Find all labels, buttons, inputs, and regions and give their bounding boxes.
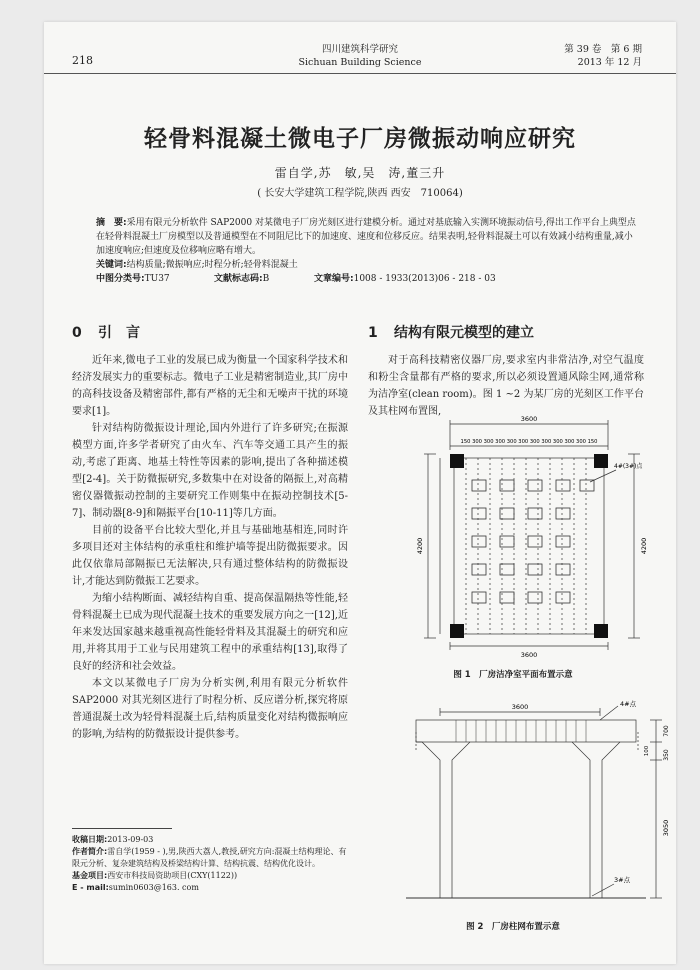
grid-dashed-lines bbox=[466, 458, 586, 634]
section-number: 0 bbox=[72, 325, 82, 341]
received-value: 2013-09-03 bbox=[107, 835, 154, 844]
left-column bbox=[72, 322, 348, 743]
author-bio-label: 作者简介: bbox=[72, 847, 108, 856]
intro-paragraph-3: 目前的设备平台比较大型化,并且与基础地基相连,同时许多项目还对主体结构的承重柱和维护墙等提出防微振要求。因此仅依靠局部隔振已无法解决,只有通过整体结构的防微振设计,才能达到防微振工艺要求。 bbox=[72, 525, 348, 587]
author-list: 雷自学,苏 敏,吴 涛,董三升 bbox=[274, 166, 446, 180]
fig2-top-dimension: 3600 bbox=[511, 703, 529, 711]
section-title: 引 言 bbox=[98, 325, 140, 341]
fig2-dim-3050: 3050 bbox=[662, 819, 670, 837]
paper-title: 轻骨料混凝土微电子厂房微振动响应研究 bbox=[144, 125, 576, 152]
right-column bbox=[572, 742, 620, 898]
intro-paragraph-1: 近年来,微电子工业的发展已成为衡量一个国家科学技术和经济发展实力的重要标志。微电子工业是精密制造业,其厂房中的高科技设备及精密部件,都有严格的无尘和无噪声干扰的环境要求[1]。 bbox=[72, 355, 348, 417]
received-date bbox=[72, 834, 348, 846]
email-info bbox=[72, 882, 348, 894]
abstract-block bbox=[96, 216, 636, 286]
keywords-text: 结构质量;微振响应;时程分析;轻骨料混凝土 bbox=[126, 260, 298, 270]
fig2-dim-700: 700 bbox=[663, 725, 670, 737]
point3-leader bbox=[592, 884, 614, 896]
issue-date: 2013 年 12 月 bbox=[577, 57, 642, 68]
figure-2-section-diagram bbox=[386, 698, 676, 916]
clc-value: TU37 bbox=[144, 274, 170, 284]
paper-page bbox=[44, 22, 676, 964]
clean-room-outline bbox=[454, 458, 604, 634]
journal-name-en: Sichuan Building Science bbox=[298, 57, 422, 68]
fem-paragraph-1: 对于高科技精密仪器厂房,要求室内非常洁净,对空气温度和粉尘含量都有严格的要求,所以必须设置通风除尘网,通常称为洁净室(clean room)。图 1 ~2 为某厂房的光刻区工作平台及其柱网布置图, bbox=[368, 355, 644, 417]
email-label: E - mail: bbox=[72, 883, 109, 892]
keywords-label: 关键词: bbox=[96, 260, 127, 270]
classification-line bbox=[96, 272, 636, 286]
clc-entry bbox=[96, 272, 214, 286]
section-heading-introduction bbox=[72, 322, 348, 342]
journal-name-cn: 四川建筑科学研究 bbox=[321, 44, 398, 55]
fig2-point4-label: 4#点 bbox=[620, 700, 637, 708]
corner-column bbox=[450, 454, 464, 468]
affiliation: ( 长安大学建筑工程学院,陕西 西安 710064) bbox=[257, 188, 463, 199]
fig1-bottom-dimension: 3600 bbox=[520, 651, 538, 659]
abstract-label: 摘 要: bbox=[96, 218, 127, 228]
figure-2-caption: 图 2 厂房柱网布置示意 bbox=[466, 922, 560, 932]
section-heading-fem-model bbox=[368, 322, 644, 342]
clc-label: 中图分类号: bbox=[96, 274, 145, 284]
fig2-dim-350: 350 bbox=[663, 749, 670, 761]
right-column bbox=[368, 322, 644, 420]
doc-code-entry bbox=[214, 272, 314, 286]
figure-1-plan-diagram bbox=[402, 410, 656, 662]
intro-paragraph-4: 为缩小结构断面、减轻结构自重、提高保温隔热等性能,轻骨料混凝土已成为现代混凝土技术的重要发展方向之一[12],近年来发达国家越来越重视高性能轻骨料及其混凝土的研究和应用,并将其用于工业与民用建筑工程中的承重结构[13],取得了良好的经济和社会效益。 bbox=[72, 593, 348, 672]
figure-1-caption: 图 1 厂房洁净室平面布置示意 bbox=[453, 670, 573, 680]
fig1-left-dimension: 4200 bbox=[416, 537, 424, 555]
fig1-right-dimension: 4200 bbox=[640, 537, 648, 555]
doc-code-value: B bbox=[262, 274, 270, 284]
article-number-entry bbox=[314, 272, 496, 286]
left-column bbox=[416, 742, 470, 898]
fig1-top-dimension: 3600 bbox=[520, 415, 538, 423]
fig1-spacing-label: 150 300 300 300 300 300 300 300 300 300 300 150 bbox=[460, 439, 598, 445]
section-number: 1 bbox=[368, 325, 378, 341]
fig2-dim-100: 100 bbox=[644, 745, 650, 757]
issue-info bbox=[564, 43, 642, 69]
volume-issue: 第 39 卷 第 6 期 bbox=[564, 44, 642, 55]
footnotes bbox=[72, 834, 348, 894]
author-bio bbox=[72, 846, 348, 870]
abstract-paragraph bbox=[96, 216, 636, 258]
column-squares bbox=[450, 454, 608, 638]
section-title: 结构有限元模型的建立 bbox=[394, 325, 534, 341]
intro-paragraph-2: 针对结构防微振设计理论,国内外进行了许多研究;在振源模型方面,许多学者研究了由火车、汽车等交通工具产生的振动,考虑了距离、地基土特性等因素的影响,提出了各种描述模型[2-4]。关于防微振研究,多数集中在对设备的隔振上,对高精密仪器微振动控制的主要研究工作则集中在振动控制技术[5-7]、制动器[8-9]和隔振平台[10-11]等几方面。 bbox=[72, 423, 348, 519]
page-number: 218 bbox=[72, 54, 93, 67]
corner-column bbox=[594, 624, 608, 638]
article-number-label: 文章编号: bbox=[314, 274, 354, 284]
article-number-value: 1008 - 1933(2013)06 - 218 - 03 bbox=[353, 274, 496, 284]
platform-grid-lines bbox=[456, 720, 586, 742]
intro-paragraph-5: 本文以某微电子厂房为分析实例,利用有限元分析软件 SAP2000 对其光刻区进行了时程分析、反应谱分析,探究将原普通混凝土改为轻骨料混凝土后,结构质量变化对结构微振响应的影响,为结构的防微振设计提供参考。 bbox=[72, 678, 348, 740]
point4-leader bbox=[600, 706, 618, 720]
author-bio-text: 雷自学(1959 - ),男,陕西大荔人,教授,研究方向:混凝土结构理论、有限元分析、复杂建筑结构及桥梁结构计算、结构抗震、结构优化设计。 bbox=[72, 847, 347, 868]
fund-value: 西安市科技局资助项目(CXY(1122)) bbox=[107, 871, 238, 880]
email-value: sumin0603@163. com bbox=[108, 883, 199, 892]
fig1-point-label: 4#(3#)点 bbox=[614, 463, 643, 470]
fund-label: 基金项目: bbox=[72, 871, 108, 880]
fig2-point3-label: 3#点 bbox=[614, 876, 631, 884]
fund-info bbox=[72, 870, 348, 882]
abstract-text: 采用有限元分析软件 SAP2000 对某微电子厂房光刻区进行建模分析。通过对基底输入实测环境振动信号,得出工作平台上典型点在轻骨料混凝土厂房模型以及普通模型在不同阻尼比下的加速度、速度和位移反应。结果表明,轻骨料混凝土可以有效减小结构重量,减小加速度响应;但速度及位移响应略有增大。 bbox=[96, 218, 636, 256]
corner-column bbox=[594, 454, 608, 468]
running-header bbox=[44, 40, 676, 74]
keywords-line bbox=[96, 258, 636, 272]
footnote-rule bbox=[72, 828, 172, 829]
corner-column bbox=[450, 624, 464, 638]
received-label: 收稿日期: bbox=[72, 835, 108, 844]
doc-code-label: 文献标志码: bbox=[214, 274, 263, 284]
